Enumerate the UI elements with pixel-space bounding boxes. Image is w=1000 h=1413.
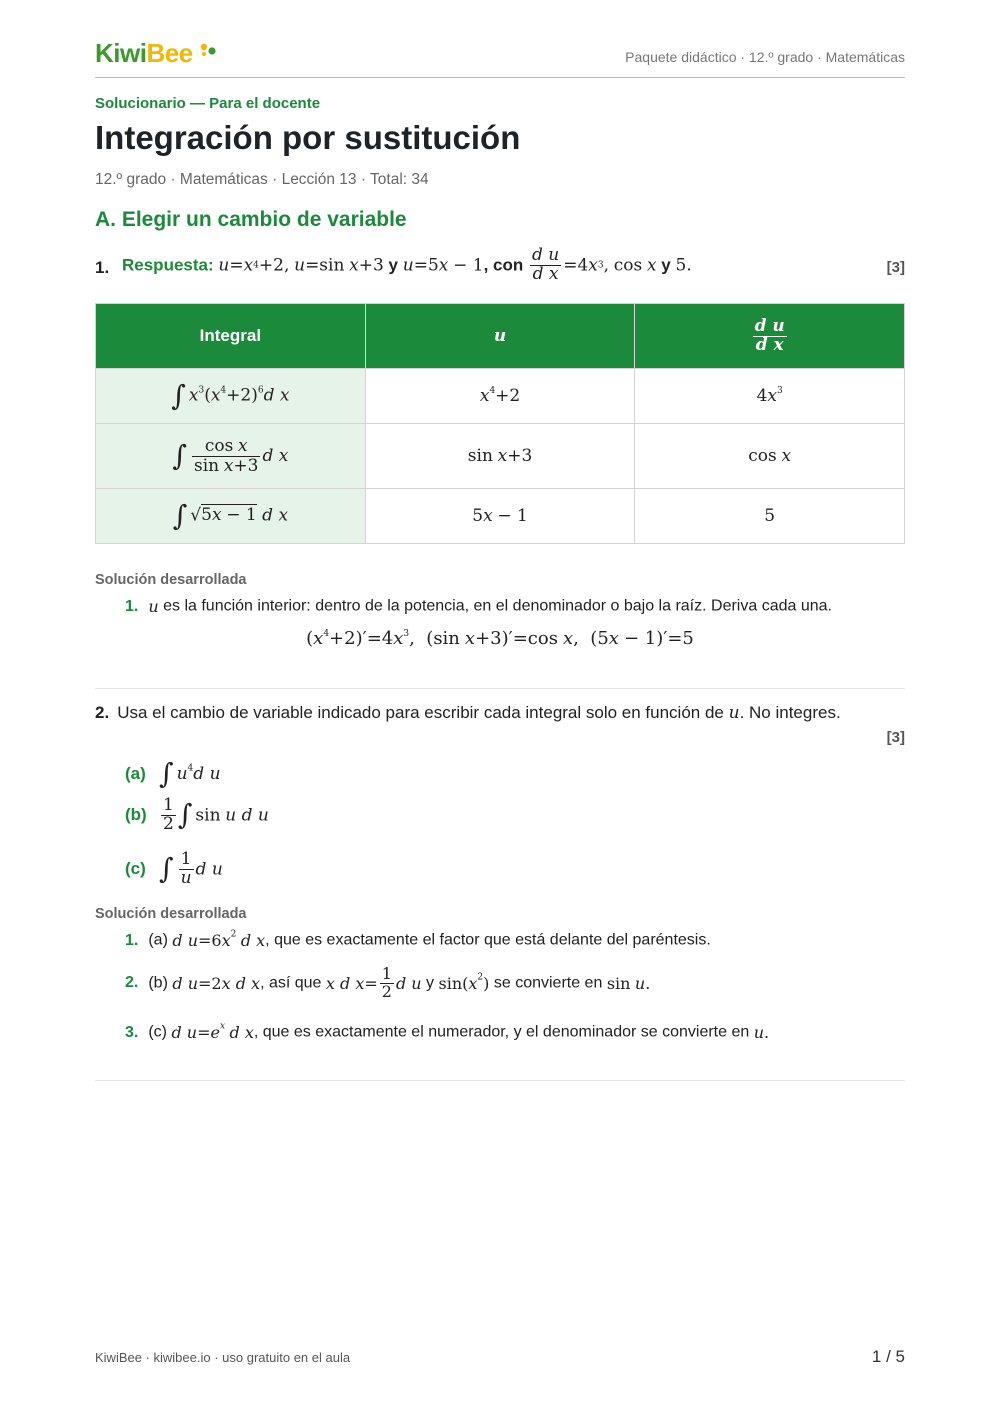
derivatives-equation: $(x^4+2)'=4x^3$, (sin x+3)′=cos x, (5x − 1)′=5	[306, 628, 694, 649]
derivative-cell: 5	[635, 489, 905, 544]
kiwibee-logo: KiwiBee	[95, 38, 193, 68]
divider	[95, 1080, 905, 1081]
marks-badge: [3]	[886, 259, 905, 276]
derivative-cell: cos x	[635, 424, 905, 489]
solution-step: 2. (b) d u=2x d x, así que x d x= $\frac{1}{2}$ d u y $\sin(x^2)$ se convierte en sin u.	[125, 964, 651, 1001]
derivative-cell: $4x^3$	[635, 369, 905, 424]
page-header	[95, 38, 905, 78]
page-number: 1 / 5	[871, 1347, 905, 1366]
u-cell: $x^4+2$	[365, 369, 635, 424]
u-cell: 5x − 1	[365, 489, 635, 544]
solution-step: 1. u es la función interior: dentro de la potencia, en el denominador o bajo la raíz. Deriva cada una.	[125, 597, 832, 616]
bee-dots-icon	[199, 42, 219, 58]
doc-subtitle: 12.º grado · Matemáticas · Lección 13 · Total: 34	[95, 171, 429, 188]
answer-label: Respuesta:	[122, 255, 214, 275]
question-1	[95, 247, 905, 291]
column-header: Integral	[96, 304, 366, 369]
table-header-row	[96, 304, 905, 369]
table-row	[96, 489, 905, 544]
subquestion-a: (a) ∫ $u^4d$ u	[125, 757, 221, 790]
integral-cell: ∫ $x^3(x^4+2)^6d$ x	[96, 369, 366, 424]
integral-cell: ∫ √5x − 1 d x	[96, 489, 366, 544]
divider	[95, 688, 905, 689]
table-row	[96, 424, 905, 489]
footer-credit: KiwiBee · kiwibee.io · uso gratuito en el aula	[95, 1350, 351, 1365]
solution-label: Solución desarrollada	[95, 572, 247, 588]
header-meta: Paquete didáctico · 12.º grado · Matemáticas	[625, 49, 905, 65]
subquestion-b: (b) $\frac{1}{2}$ ∫ sin u d u	[125, 795, 269, 834]
question-number: 1.	[95, 258, 110, 277]
table-row	[96, 369, 905, 424]
solution-step: 3. (c) d $u=e^x$ d x, que es exactamente el numerador, y el denominador se convierte en u.	[125, 1021, 770, 1042]
solution-step: 1. (a) d $u=6x^2$ d x, que es exactamente el factor que está delante del paréntesis.	[125, 929, 711, 950]
doc-kicker: Solucionario — Para el docente	[95, 95, 321, 112]
solution-label: Solución desarrollada	[95, 906, 247, 922]
u-cell: sin x+3	[365, 424, 635, 489]
question-1-answer: Respuesta: u=x4+2, u=sin x+3 y u=5x − 1, con $\frac{\text{d u}}{\text{d x}}$ =4x3, cos x y 5.	[122, 245, 692, 284]
page-title: Integración por sustitución	[95, 119, 521, 156]
column-header: $\frac{\text{d u}}{\text{d x}}$	[635, 304, 905, 369]
section-heading: A. Elegir un cambio de variable	[95, 208, 407, 231]
question-2: 2. Usa el cambio de variable indicado para escribir cada integral solo en función de u. No integres.	[95, 703, 841, 723]
column-header: u	[365, 304, 635, 369]
integral-cell: ∫ $\frac{\text{cos x}}{\text{sin x+3}}$ d x	[96, 424, 366, 489]
substitution-table	[95, 303, 905, 544]
marks-badge: [3]	[886, 729, 905, 746]
subquestion-c: (c) ∫ $\frac{1}{u}$ d u	[125, 849, 223, 888]
